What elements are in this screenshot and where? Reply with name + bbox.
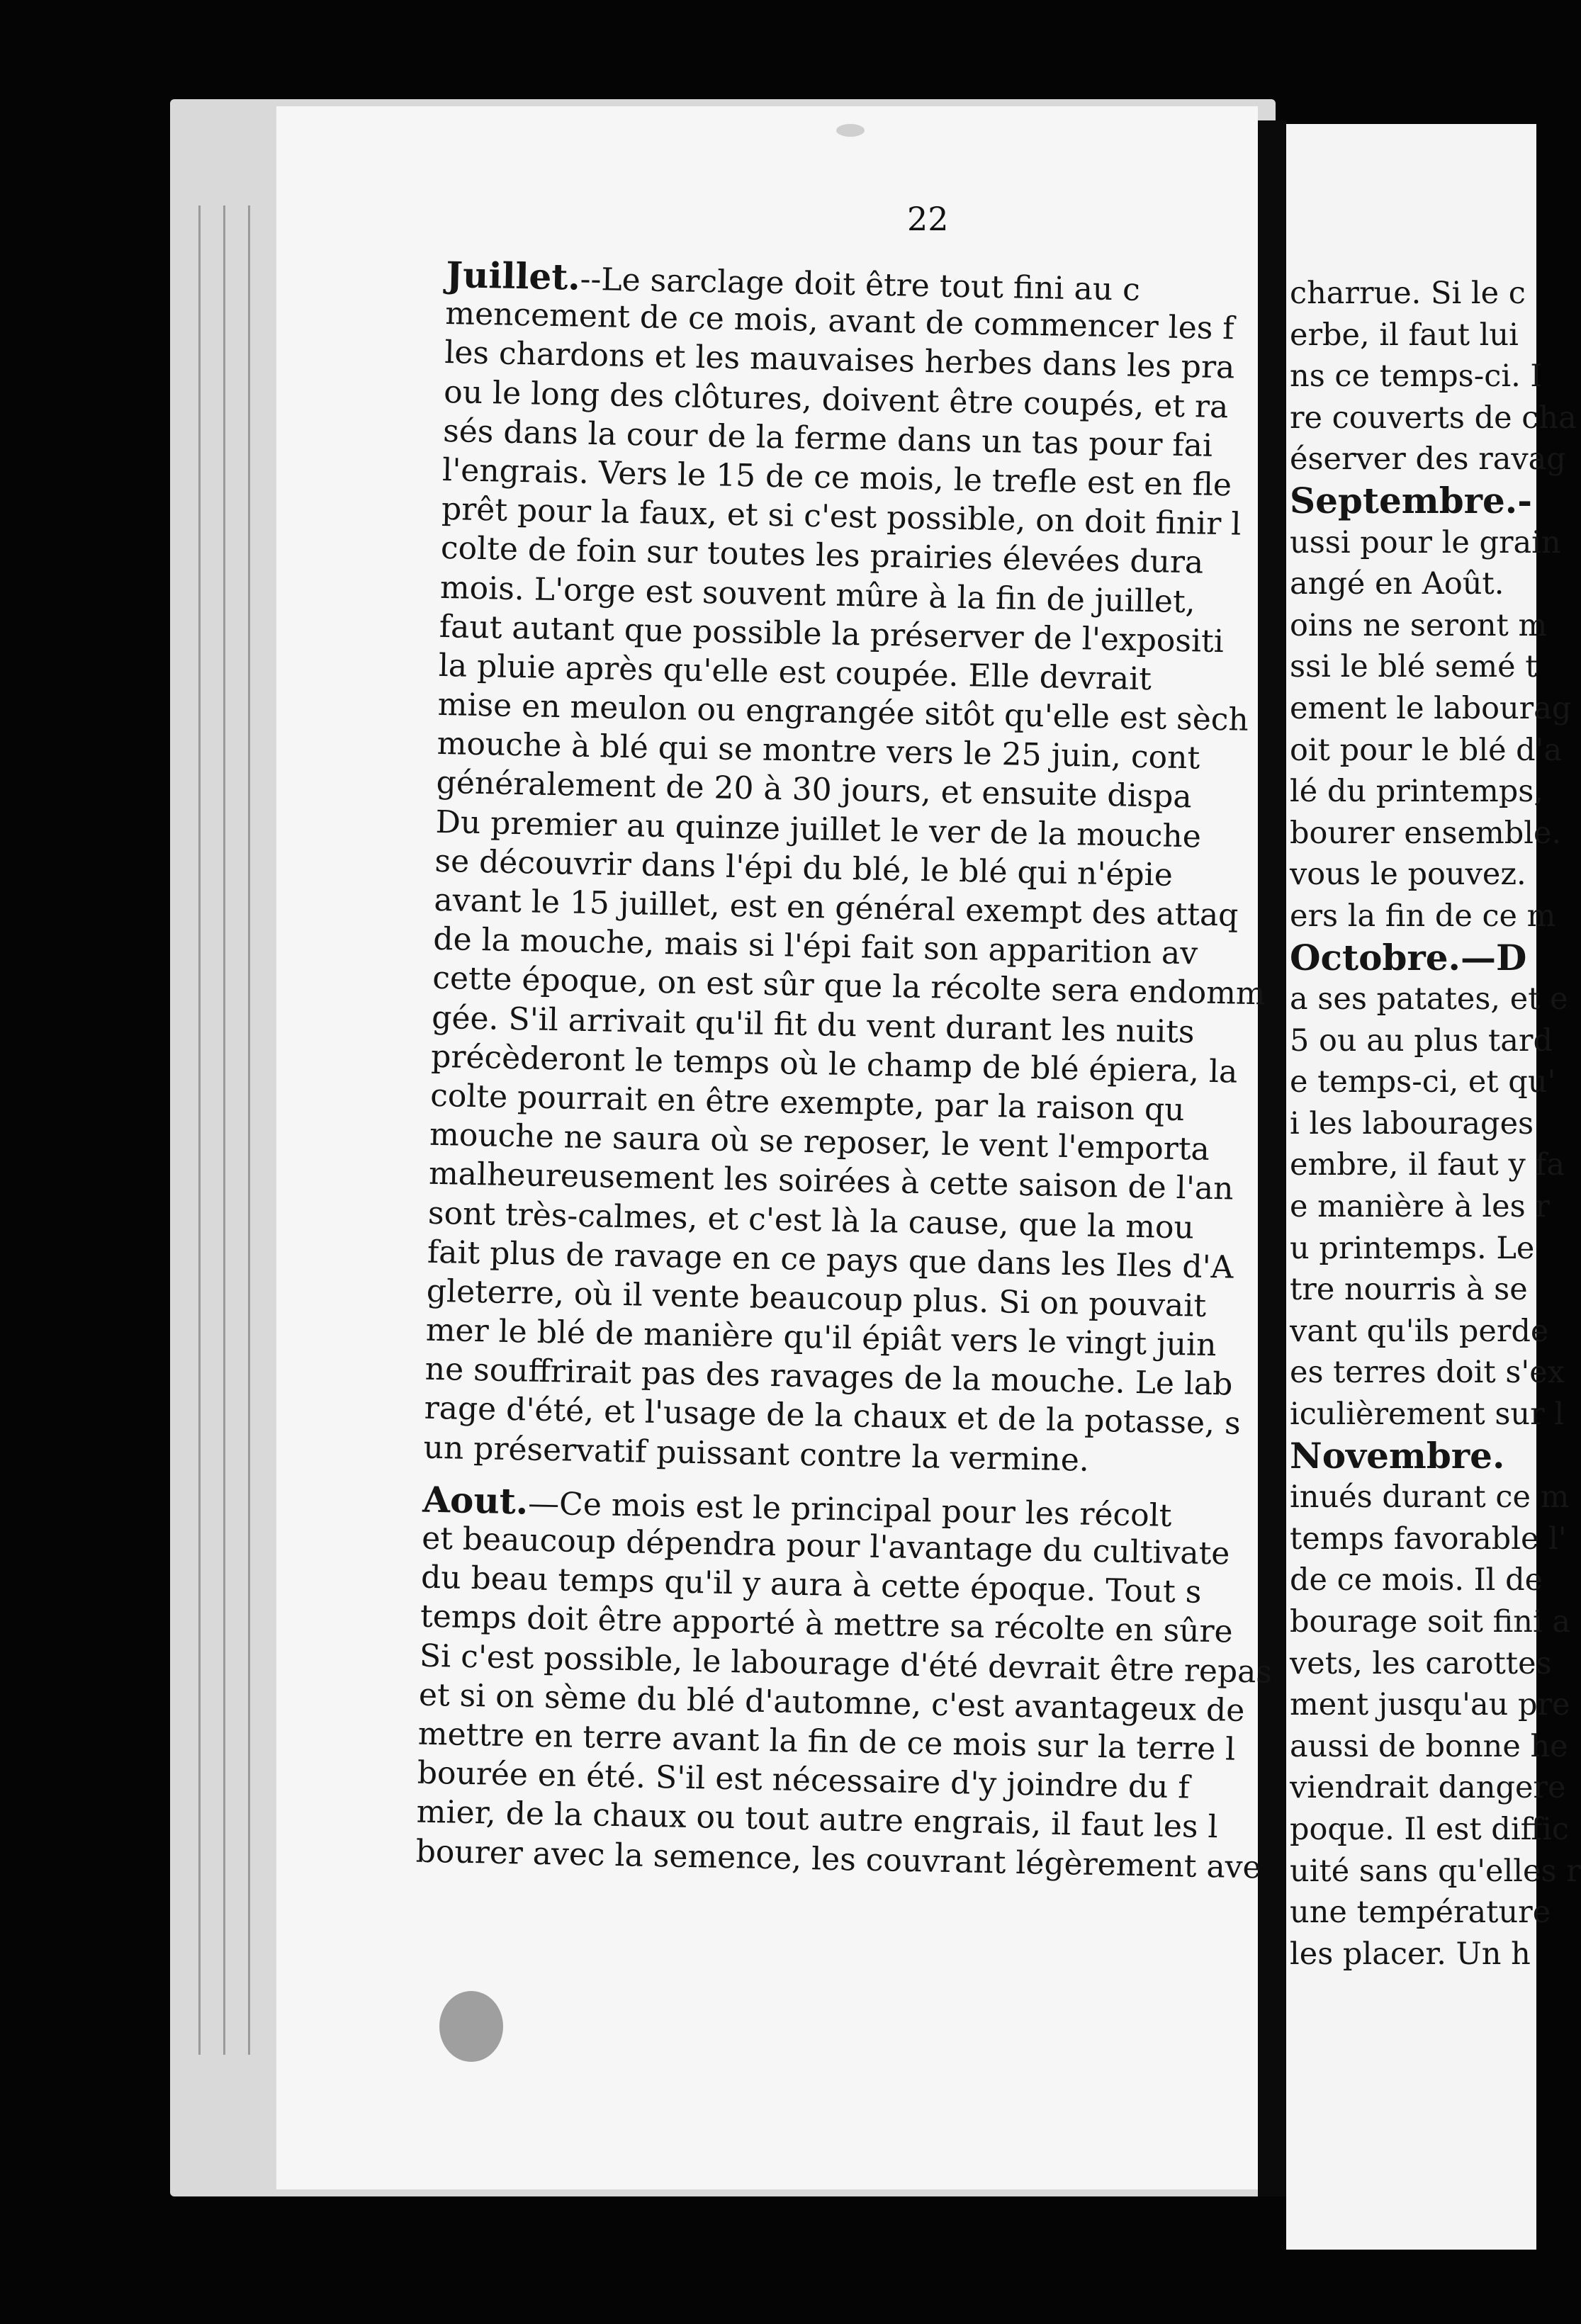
- line-text: ement le labourag: [1290, 690, 1572, 726]
- text-line: [1290, 439, 1566, 480]
- line-text: éserver des ravag: [1290, 441, 1566, 478]
- text-line: [1290, 315, 1534, 356]
- line-text: u printemps. Le: [1290, 1230, 1535, 1266]
- left-page-text: [415, 254, 1273, 1886]
- line-text: es terres doit s'ex: [1290, 1355, 1565, 1391]
- line-text: bourer avec la semence, les couvrant légèrement ave: [415, 1833, 1262, 1885]
- text-line: [1290, 896, 1556, 937]
- line-text: oins ne seront m: [1290, 607, 1548, 643]
- line-text: temps doit être apporté à mettre sa récolte en sûre: [420, 1598, 1234, 1651]
- text-line: [1290, 854, 1534, 896]
- line-text: vets, les carottes: [1290, 1645, 1552, 1681]
- text-line: [1290, 1103, 1534, 1145]
- text-line: [1290, 480, 1534, 522]
- text-line: [1290, 1934, 1534, 1975]
- line-text: avant le 15 juillet, est en général exempt des attaq: [434, 881, 1239, 934]
- text-line: [1290, 1186, 1550, 1228]
- line-text: a ses patates, et e: [1290, 981, 1568, 1017]
- line-text: re couverts de cha: [1290, 400, 1577, 436]
- text-line: [1290, 1559, 1543, 1601]
- line-text: sés dans la cour de la ferme dans un tas pour fai: [442, 412, 1213, 464]
- line-text: malheureusement les soirées à cette saison de l'an: [428, 1156, 1234, 1207]
- line-text: Si c'est possible, le labourage d'été devrait être repas: [419, 1637, 1273, 1691]
- text-line: [1290, 1352, 1565, 1394]
- line-text: mettre en terre avant la fin de ce mois sur la terre l: [417, 1715, 1236, 1768]
- text-line: [1290, 688, 1572, 730]
- text-line: [1290, 1684, 1570, 1726]
- month-heading: Octobre.—D: [1290, 936, 1527, 978]
- line-text: bourée en été. S'il est nécessaire d'y joindre du f: [417, 1754, 1191, 1806]
- line-text: Du premier au quinze juillet le ver de la mouche: [435, 803, 1202, 855]
- page-edge-line: [198, 205, 201, 2055]
- line-text: prêt pour la faux, et si c'est possible, on doit finir l: [441, 491, 1242, 543]
- line-text: ne souffrirait pas des ravages de la mouche. Le lab: [424, 1350, 1233, 1403]
- line-text: mise en meulon ou engrangée sitôt qu'elle est sèch: [437, 686, 1249, 738]
- line-text: ers la fin de ce m: [1290, 898, 1556, 934]
- text-line: [1290, 1518, 1567, 1560]
- text-line: [1290, 1809, 1569, 1851]
- ink-smudge: [439, 1991, 503, 2062]
- line-text: tre nourris à se: [1290, 1272, 1528, 1308]
- month-heading: Septembre.-: [1290, 479, 1532, 521]
- line-text: temps favorable l': [1290, 1521, 1567, 1557]
- line-text: et beaucoup dépendra pour l'avantage du cultivate: [421, 1520, 1230, 1572]
- text-line: [1290, 1477, 1570, 1518]
- book-gutter: [1258, 120, 1286, 2196]
- line-text: viendrait dangere: [1290, 1770, 1566, 1806]
- line-text: ssi le blé semé t: [1290, 649, 1538, 685]
- line-text: vant qu'ils perde: [1290, 1313, 1549, 1349]
- line-text: --Le sarclage doit être tout fini au c: [580, 261, 1141, 308]
- line-text: généralement de 20 à 30 jours, et ensuite dispa: [436, 765, 1193, 816]
- line-text: inués durant ce m: [1290, 1479, 1570, 1516]
- line-text: une température: [1290, 1895, 1551, 1931]
- line-text: l'engrais. Vers le 15 de ce mois, le trefle est en fle: [441, 451, 1232, 504]
- line-text: mois. L'orge est souvent mûre à la fin de juillet,: [439, 569, 1196, 620]
- line-text: oit pour le blé d'a: [1290, 732, 1563, 768]
- line-text: aussi de bonne he: [1290, 1728, 1568, 1764]
- page-edge-line: [248, 205, 250, 2055]
- text-line: [1290, 1144, 1565, 1186]
- line-text: ussi pour le grain: [1290, 524, 1561, 560]
- text-line: [1290, 1394, 1565, 1435]
- line-text: embre, il faut y fa: [1290, 1147, 1565, 1183]
- line-text: cette époque, on est sûr que la récolte sera endomm: [432, 960, 1266, 1012]
- line-text: poque. Il est diffic: [1290, 1811, 1569, 1847]
- line-text: et si on sème du blé d'automne, c'est avantageux de: [418, 1676, 1245, 1729]
- line-text: colte pourrait en être exempte, par la raison qu: [429, 1077, 1186, 1129]
- line-text: e manière à les r: [1290, 1189, 1550, 1225]
- line-text: angé en Août.: [1290, 566, 1504, 602]
- text-line: [1290, 273, 1534, 315]
- line-text: un préservatif puissant contre la vermine.: [423, 1429, 1090, 1479]
- text-line: [1290, 771, 1544, 813]
- line-text: i les labourages: [1290, 1105, 1534, 1141]
- month-heading: Aout.: [422, 1478, 529, 1523]
- line-text: 5 ou au plus tard: [1290, 1022, 1553, 1059]
- line-text: —Ce mois est le principal pour les récolt: [527, 1485, 1172, 1534]
- month-heading: Juillet.: [445, 254, 581, 298]
- line-text: colte de foin sur toutes les prairies élevées dura: [440, 530, 1204, 581]
- line-text: de la mouche, mais si l'épi fait son apparition av: [432, 921, 1198, 972]
- text-line: [1290, 1020, 1553, 1062]
- line-text: sont très-calmes, et c'est là la cause, que la mou: [427, 1195, 1195, 1246]
- text-line: [1290, 1851, 1581, 1893]
- line-text: bourer ensemble.: [1290, 815, 1562, 851]
- text-line: [1290, 1767, 1566, 1809]
- line-text: bourage soit fini a: [1290, 1604, 1571, 1640]
- line-text: de ce mois. Il de: [1290, 1562, 1543, 1598]
- text-line: [1290, 1269, 1534, 1311]
- line-text: erbe, il faut lui: [1290, 317, 1519, 353]
- line-text: ou le long des clôtures, doivent être coupés, et ra: [443, 373, 1229, 425]
- line-text: mouche à blé qui se montre vers le 25 juin, cont: [437, 726, 1200, 777]
- text-line: [1290, 1601, 1571, 1643]
- line-text: mencement de ce mois, avant de commencer les f: [444, 295, 1235, 347]
- line-text: fait plus de ravage en ce pays que dans les Iles d'A: [427, 1234, 1234, 1286]
- text-line: [1290, 1061, 1556, 1103]
- text-line: [1290, 730, 1563, 772]
- line-text: ns ce temps-ci. I: [1290, 359, 1543, 395]
- line-text: les placer. Un h: [1290, 1936, 1531, 1972]
- text-line: [1290, 356, 1543, 397]
- right-page-text: [1290, 273, 1581, 1975]
- line-text: les chardons et les mauvaises herbes dans les pra: [444, 334, 1235, 386]
- text-line: [1290, 397, 1577, 439]
- text-line: [1290, 563, 1534, 605]
- text-line: [1290, 1228, 1534, 1270]
- line-text: la pluie après qu'elle est coupée. Elle devrait: [438, 647, 1152, 698]
- line-text: gée. S'il arrivait qu'il fit du vent durant les nuits: [431, 999, 1195, 1051]
- line-text: charrue. Si le c: [1290, 276, 1526, 311]
- text-line: [1290, 522, 1561, 564]
- text-line: [1290, 978, 1568, 1020]
- text-line: [1290, 1435, 1534, 1477]
- text-line: [1290, 605, 1548, 647]
- line-text: faut autant que possible la préserver de l'expositi: [439, 608, 1225, 660]
- line-text: e temps-ci, et qu': [1290, 1064, 1556, 1100]
- text-line: [1290, 1726, 1568, 1768]
- line-text: précèderont le temps où le champ de blé épiera, la: [430, 1038, 1238, 1090]
- line-text: lé du printemps,: [1290, 774, 1544, 810]
- text-line: [1290, 1643, 1552, 1685]
- line-text: iculièrement sur l: [1290, 1397, 1565, 1433]
- line-text: uité sans qu'elles r: [1290, 1853, 1581, 1889]
- month-heading: Novembre.: [1290, 1434, 1505, 1477]
- text-line: [1290, 1311, 1549, 1353]
- line-text: ment jusqu'au pre: [1290, 1687, 1570, 1723]
- line-text: mer le blé de manière qu'il épiât vers le vingt juin: [425, 1312, 1217, 1364]
- text-line: [1290, 1892, 1551, 1934]
- page-number: 22: [907, 200, 949, 238]
- line-text: vous le pouvez.: [1290, 857, 1526, 893]
- text-line: [1290, 646, 1538, 688]
- paper-speck: [836, 124, 865, 137]
- line-text: du beau temps qu'il y aura à cette époque. Tout s: [420, 1559, 1202, 1611]
- line-text: gleterre, où il vente beaucoup plus. Si on pouvait: [426, 1273, 1207, 1324]
- line-text: rage d'été, et l'usage de la chaux et de la potasse, s: [424, 1390, 1242, 1443]
- line-text: mier, de la chaux ou tout autre engrais, il faut les l: [416, 1793, 1219, 1846]
- text-line: [1290, 937, 1534, 979]
- line-text: se découvrir dans l'épi du blé, le blé qui n'épie: [434, 842, 1174, 893]
- line-text: mouche ne saura où se reposer, le vent l'emporta: [429, 1116, 1210, 1168]
- page-edge-line: [223, 205, 225, 2055]
- text-line: [1290, 813, 1562, 854]
